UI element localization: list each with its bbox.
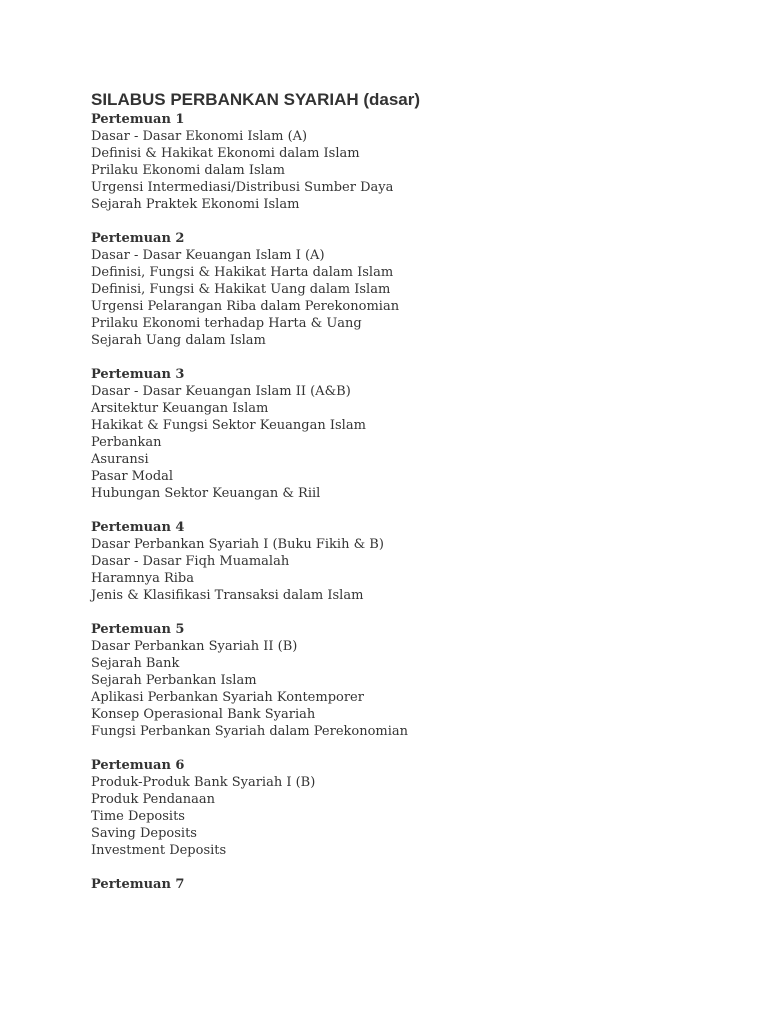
section-heading: Pertemuan 5 [91, 622, 185, 637]
section-heading: Pertemuan 7 [91, 877, 185, 892]
section-topic-line: Sejarah Praktek Ekonomi Islam [91, 197, 300, 212]
syllabus-section [91, 111, 691, 213]
section-topic-line: Produk-Produk Bank Syariah I (B) [91, 775, 316, 790]
section-topic-line: Konsep Operasional Bank Syariah [91, 707, 316, 722]
section-topic-line: Dasar - Dasar Keuangan Islam II (A&B) [91, 384, 351, 399]
section-topic-line: Dasar Perbankan Syariah II (B) [91, 639, 298, 654]
section-topic-line: Urgensi Intermediasi/Distribusi Sumber Daya [91, 180, 394, 195]
document-title: SILABUS PERBANKAN SYARIAH (dasar) [91, 90, 421, 109]
section-topic-line: Prilaku Ekonomi dalam Islam [91, 163, 285, 178]
syllabus-section [91, 621, 691, 740]
section-topic-line: Jenis & Klasifikasi Transaksi dalam Islam [91, 588, 364, 603]
section-topic-line: Definisi & Hakikat Ekonomi dalam Islam [91, 146, 360, 161]
section-topic-line: Dasar - Dasar Ekonomi Islam (A) [91, 129, 308, 144]
section-topic-line: Saving Deposits [91, 826, 197, 841]
section-heading: Pertemuan 3 [91, 367, 185, 382]
section-topic-line: Pasar Modal [91, 469, 174, 484]
section-heading: Pertemuan 6 [91, 758, 185, 773]
document-body [91, 111, 691, 893]
syllabus-section [91, 230, 691, 349]
section-topic-line: Dasar Perbankan Syariah I (Buku Fikih & B) [91, 537, 384, 552]
section-topic-line: Aplikasi Perbankan Syariah Kontemporer [91, 690, 364, 705]
section-topic-line: Haramnya Riba [91, 571, 194, 586]
section-topic-line: Produk Pendanaan [91, 792, 216, 807]
section-topic-line: Hubungan Sektor Keuangan & Riil [91, 486, 321, 501]
section-topic-line: Arsitektur Keuangan Islam [91, 401, 269, 416]
section-topic-line: Perbankan [91, 435, 162, 450]
syllabus-section [91, 876, 691, 893]
section-topic-line: Prilaku Ekonomi terhadap Harta & Uang [91, 316, 362, 331]
section-topic-line: Investment Deposits [91, 843, 227, 858]
syllabus-section [91, 757, 691, 859]
section-topic-line: Sejarah Uang dalam Islam [91, 333, 266, 348]
section-topic-line: Definisi, Fungsi & Hakikat Uang dalam Islam [91, 282, 391, 297]
syllabus-section [91, 366, 691, 502]
section-topic-line: Hakikat & Fungsi Sektor Keuangan Islam [91, 418, 366, 433]
section-topic-line: Sejarah Bank [91, 656, 180, 671]
section-topic-line: Fungsi Perbankan Syariah dalam Perekonomian [91, 724, 409, 739]
syllabus-section [91, 519, 691, 604]
section-topic-line: Dasar - Dasar Keuangan Islam I (A) [91, 248, 325, 263]
document-page [91, 89, 691, 910]
section-topic-line: Asuransi [91, 452, 149, 467]
section-heading: Pertemuan 4 [91, 520, 185, 535]
section-topic-line: Sejarah Perbankan Islam [91, 673, 257, 688]
section-heading: Pertemuan 1 [91, 112, 185, 127]
section-topic-line: Urgensi Pelarangan Riba dalam Perekonomian [91, 299, 400, 314]
section-topic-line: Dasar - Dasar Fiqh Muamalah [91, 554, 290, 569]
section-heading: Pertemuan 2 [91, 231, 185, 246]
section-topic-line: Definisi, Fungsi & Hakikat Harta dalam Islam [91, 265, 394, 280]
section-topic-line: Time Deposits [91, 809, 185, 824]
